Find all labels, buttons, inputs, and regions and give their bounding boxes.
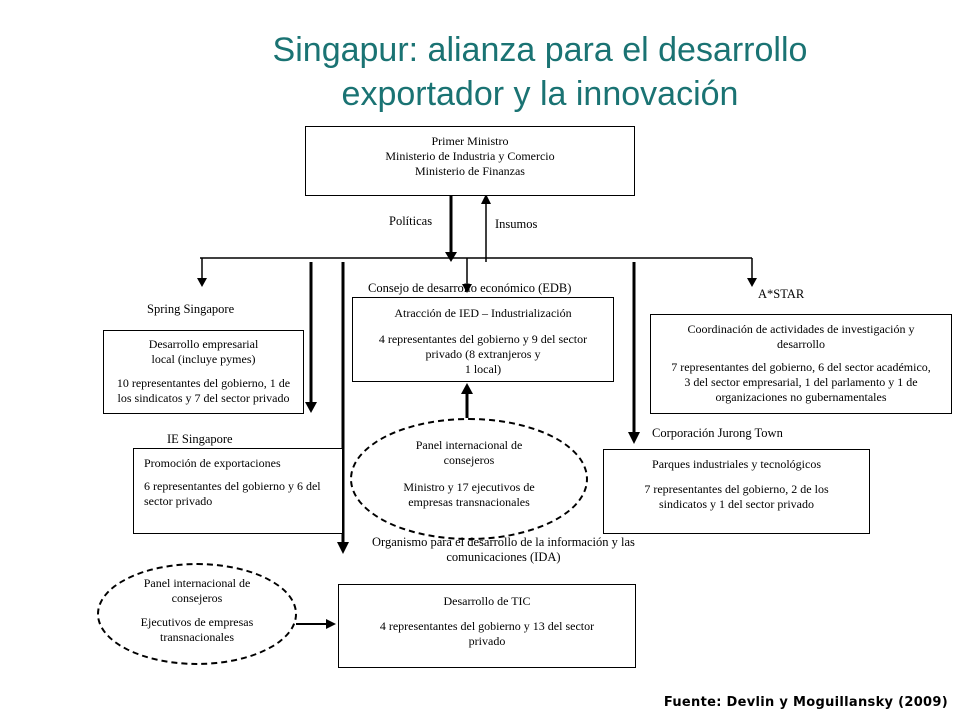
jurong-label: Corporación Jurong Town	[652, 426, 783, 440]
ie-label: IE Singapore	[167, 432, 233, 446]
top-box-line-3: Ministerio de Finanzas	[415, 164, 525, 178]
ie-box-line: Promoción de exportaciones	[144, 456, 281, 470]
edb-box-line: 4 representantes del gobierno y 9 del sector	[378, 332, 588, 346]
top-box-line-2: Ministerio de Industria y Comercio	[385, 149, 555, 163]
astar-box-line: desarrollo	[777, 337, 825, 351]
panel-left-line: Ejecutivos de empresas	[140, 615, 254, 629]
edb-box-line: privado (8 extranjeros y	[425, 347, 541, 361]
ie-box-line: sector privado	[144, 494, 213, 508]
jurong-box	[603, 449, 870, 534]
ida-label	[372, 535, 635, 565]
ida-label-line: Organismo para el desarrollo de la información y las	[372, 535, 635, 549]
panel-center-line: consejeros	[443, 453, 495, 467]
ida-long-arrowhead	[337, 542, 349, 554]
top-box-line-1: Primer Ministro	[431, 134, 509, 148]
astar-label: A*STAR	[758, 287, 805, 301]
edb-box	[352, 297, 614, 382]
astar-box-line: organizaciones no gubernamentales	[715, 390, 887, 404]
title-line-2: exportador y la innovación	[341, 75, 739, 113]
insumos-label: Insumos	[495, 217, 538, 231]
ida-label-line: comunicaciones (IDA)	[446, 550, 561, 564]
panel-left-line: transnacionales	[160, 630, 234, 644]
astar-branch-arrowhead	[747, 278, 757, 287]
astar-box-line: Coordinación de actividades de investigación y	[687, 322, 915, 336]
tic-box	[338, 584, 636, 668]
ie-box-line: 6 representantes del gobierno y 6 del	[144, 479, 321, 493]
spring-box-line: Desarrollo empresarial	[148, 337, 259, 351]
panel-to-edb-arrowhead	[461, 383, 473, 394]
spring-box-line: los sindicatos y 7 del sector privado	[117, 391, 290, 405]
spring-box-line: local (incluye pymes)	[151, 352, 256, 366]
prime-minister-box	[305, 126, 635, 196]
panel-center-line: Panel internacional de	[415, 438, 523, 452]
edb-label: Consejo de desarrollo económico (EDB)	[368, 281, 572, 295]
panel-left-line: Panel internacional de	[143, 576, 251, 590]
politicas-label: Políticas	[389, 214, 433, 228]
spring-label: Spring Singapore	[147, 302, 235, 316]
tic-box-line: 4 representantes del gobierno y 13 del sector	[379, 619, 595, 633]
panel-to-tic-arrowhead	[326, 619, 336, 629]
international-panel-ida	[97, 563, 297, 665]
edb-box-line: 1 local)	[464, 362, 502, 376]
jurong-box-line: 7 representantes del gobierno, 2 de los	[644, 482, 829, 496]
panel-left-line: consejeros	[171, 591, 223, 605]
edb-box-line: Atracción de IED – Industrialización	[394, 306, 572, 320]
panel-center-line: empresas transnacionales	[408, 495, 530, 509]
panel-center-line: Ministro y 17 ejecutivos de	[403, 480, 535, 494]
spring-branch-arrowhead	[197, 278, 207, 287]
tic-box-line: privado	[468, 634, 506, 648]
politicas-arrowhead	[445, 252, 457, 262]
astar-box-line: 7 representantes del gobierno, 6 del sector académico,	[671, 360, 931, 374]
astar-box	[650, 314, 952, 414]
spring-long-arrowhead	[305, 402, 317, 413]
astar-box-line: 3 del sector empresarial, 1 del parlamento y 1 de	[684, 375, 918, 389]
spring-box	[103, 330, 304, 414]
ie-box	[133, 448, 343, 534]
international-panel-edb	[350, 418, 588, 540]
source-citation: Fuente: Devlin y Moguillansky (2009)	[663, 695, 948, 710]
title-line-1: Singapur: alianza para el desarrollo	[272, 31, 808, 69]
jurong-box-line: Parques industriales y tecnológicos	[652, 457, 821, 471]
spring-box-line: 10 representantes del gobierno, 1 de	[116, 376, 291, 390]
jurong-long-arrowhead	[628, 432, 640, 444]
jurong-box-line: sindicatos y 1 del sector privado	[659, 497, 814, 511]
tic-box-line: Desarrollo de TIC	[443, 594, 531, 608]
